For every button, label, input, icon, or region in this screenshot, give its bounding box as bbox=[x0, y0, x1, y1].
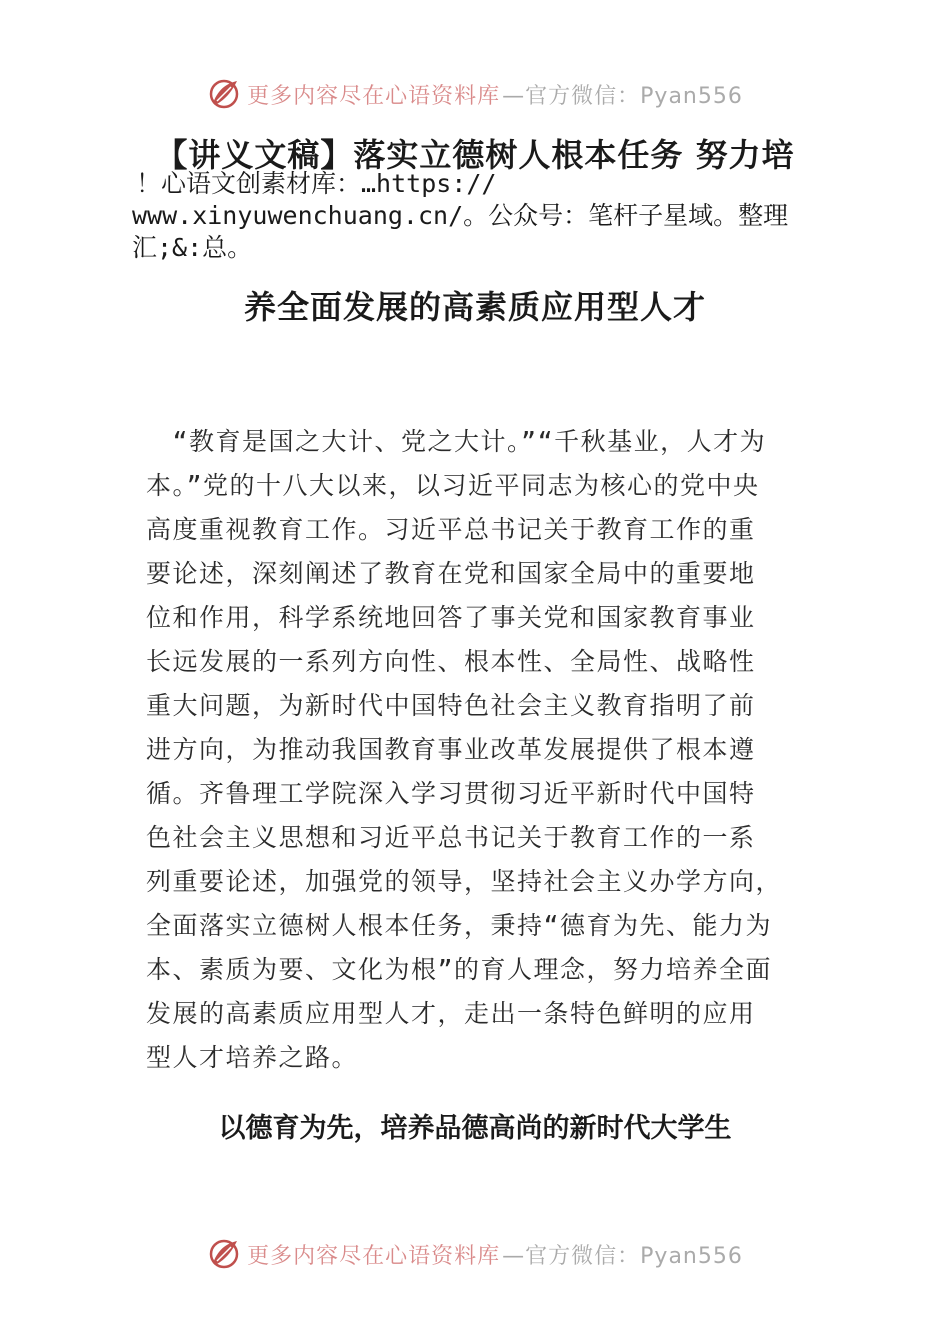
leaf-logo-icon bbox=[207, 77, 241, 111]
watermark-wechat-text: —官方微信：Pyan556 bbox=[502, 1243, 743, 1269]
body-line: 本。”党的十八大以来，以习近平同志为核心的党中央 bbox=[146, 471, 760, 500]
body-line: 长远发展的一系列方向性、根本性、全局性、战略性 bbox=[146, 647, 756, 676]
header-watermark bbox=[0, 72, 950, 116]
document-title-line-2: 养全面发展的高素质应用型人才 bbox=[243, 288, 706, 326]
source-note bbox=[132, 168, 832, 264]
leaf-logo-icon bbox=[207, 1237, 241, 1271]
body-line: 位和作用，科学系统地回答了事关党和国家教育事业 bbox=[146, 603, 756, 632]
section-subheading: 以德育为先，培养品德高尚的新时代大学生 bbox=[218, 1113, 732, 1144]
watermark-wechat-text: —官方微信：Pyan556 bbox=[502, 83, 743, 109]
body-line: 色社会主义思想和习近平总书记关于教育工作的一系 bbox=[146, 823, 756, 852]
body-line: 进方向，为推动我国教育事业改革发展提供了根本遵 bbox=[146, 735, 756, 764]
body-line: 重大问题，为新时代中国特色社会主义教育指明了前 bbox=[146, 691, 756, 720]
body-line: 列重要论述，加强党的领导，坚持社会主义办学方向， bbox=[146, 867, 783, 896]
body-line: 循。齐鲁理工学院深入学习贯彻习近平新时代中国特 bbox=[146, 779, 756, 808]
body-line: 要论述，深刻阐述了教育在党和国家全局中的重要地 bbox=[146, 559, 756, 588]
watermark-main-text: 更多内容尽在心语资料库 bbox=[247, 1243, 501, 1269]
source-note-line: 汇;&:总。 bbox=[132, 233, 253, 262]
body-line: 型人才培养之路。 bbox=[146, 1043, 359, 1072]
body-paragraph bbox=[146, 420, 816, 1080]
body-line: 发展的高素质应用型人才，走出一条特色鲜明的应用 bbox=[146, 999, 756, 1028]
footer-watermark bbox=[0, 1232, 950, 1276]
watermark-main-text: 更多内容尽在心语资料库 bbox=[247, 83, 501, 109]
body-line: 高度重视教育工作。习近平总书记关于教育工作的重 bbox=[146, 515, 756, 544]
source-note-line: ！心语文创素材库：…https:// bbox=[136, 169, 497, 198]
source-note-line: www.xinyuwenchuang.cn/。公众号：笔杆子星域。整理 bbox=[132, 201, 789, 230]
body-line: 全面落实立德树人根本任务，秉持“德育为先、能力为 bbox=[146, 911, 773, 940]
body-line: 本、素质为要、文化为根”的育人理念，努力培养全面 bbox=[146, 955, 773, 984]
document-title-line-1: 【讲义文稿】落实立德树人根本任务 努力培 bbox=[155, 136, 795, 174]
body-line: “教育是国之大计、党之大计。”“千秋基业，人才为 bbox=[146, 427, 767, 456]
